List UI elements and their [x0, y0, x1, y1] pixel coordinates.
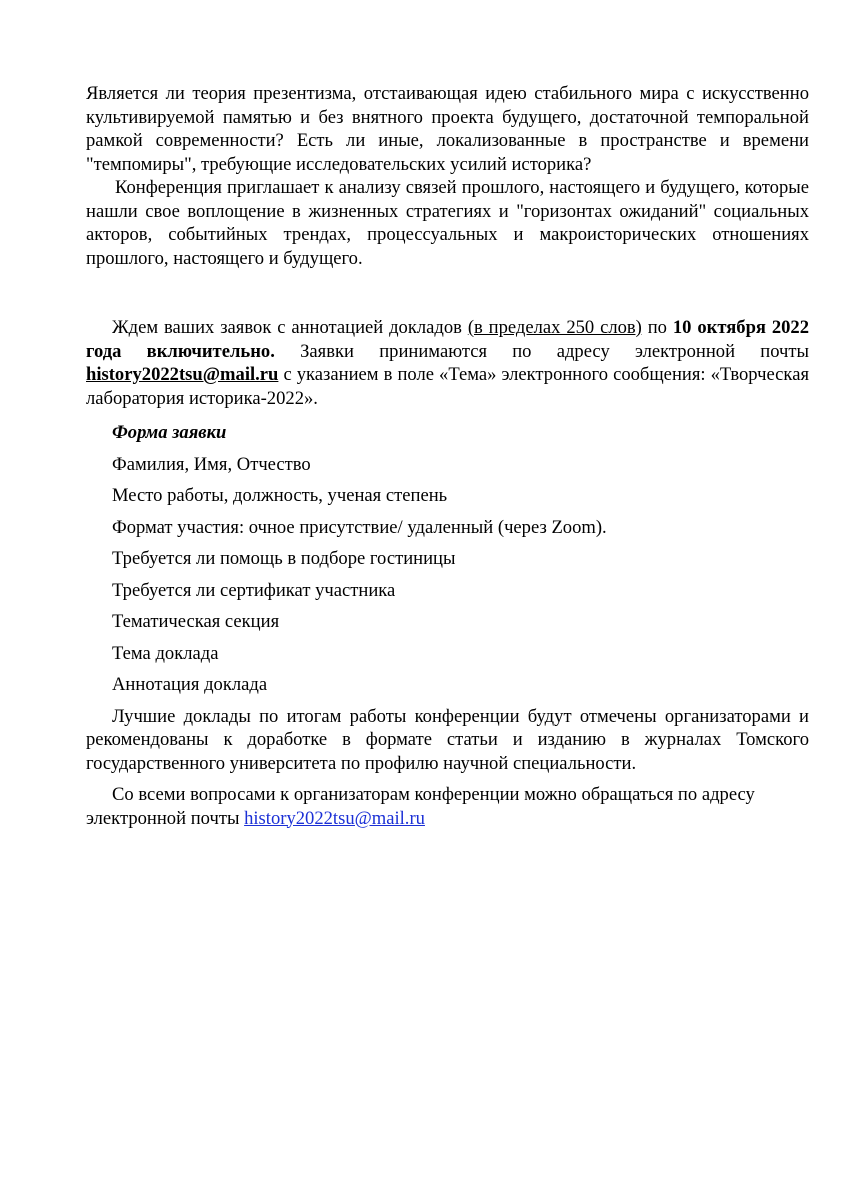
form-item-workplace: Место работы, должность, ученая степень	[112, 485, 448, 506]
word-limit-text: (в пределах 250 слов)	[467, 317, 642, 338]
paragraph-best-reports	[86, 705, 809, 776]
form-title: Форма заявки	[112, 422, 227, 443]
best-reports-text: Лучшие доклады по итогам работы конференции будут отмечены организаторами и рекомендованы к доработке в формате статьи и изданию в журналах Томского государственного университета по профилю научной специальности.	[86, 705, 809, 774]
form-item-full-name: Фамилия, Имя, Отчество	[112, 453, 311, 475]
form-item-certificate: Требуется ли сертификат участника	[112, 579, 396, 601]
form-item-report-topic: Тема доклада	[112, 642, 219, 664]
form-item-annotation: Аннотация доклада	[112, 674, 268, 695]
application-text-2: по	[641, 317, 673, 338]
contact-text: Со всеми вопросами к организаторам конференции можно обращаться по адресу электронной почты	[86, 784, 755, 829]
form-item-hotel-help: Требуется ли помощь в подборе гостиницы	[112, 548, 456, 569]
form-item-section: Тематическая секция	[112, 611, 280, 632]
document-page	[86, 82, 809, 830]
paragraph-application-call	[86, 316, 809, 410]
form-item-participation-format: Формат участия: очное присутствие/ удаленный (через Zoom).	[112, 516, 607, 538]
paragraph-conference-text: Конференция приглашает к анализу связей прошлого, настоящего и будущего, которые нашли свое воплощение в жизненных стратегиях и "горизонтах ожиданий" социальных акторов, событийных трендах, процессуальных и макроисторических отношениях прошлого, настоящего и будущего.	[86, 177, 809, 269]
application-email-link[interactable]: history2022tsu@mail.ru	[86, 364, 279, 385]
application-text-4: с указанием в поле «Тема» электронного сообщения: «Творческая лаборатория историка-2022».	[86, 364, 809, 409]
paragraph-contact	[86, 783, 809, 830]
paragraph-presentism	[86, 82, 809, 176]
application-text-3: Заявки принимаются по адресу электронной почты	[274, 340, 809, 362]
contact-email-link[interactable]: history2022tsu@mail.ru	[244, 807, 425, 829]
application-text-1: Ждем ваших заявок с аннотацией докладов	[112, 317, 468, 338]
paragraph-conference-invitation	[86, 176, 809, 270]
paragraph-presentism-text: Является ли теория презентизма, отстаивающая идею стабильного мира с искусственно культивируемой памятью и без внятного проекта будущего, достаточной темпоральной рамкой современности? Есть ли иные, локализованные в пространстве и времени "темпомиры", требующие исследовательских усилий историка?	[86, 83, 809, 175]
deadline-text: 10 октября 2022 года включительно.	[86, 317, 810, 362]
